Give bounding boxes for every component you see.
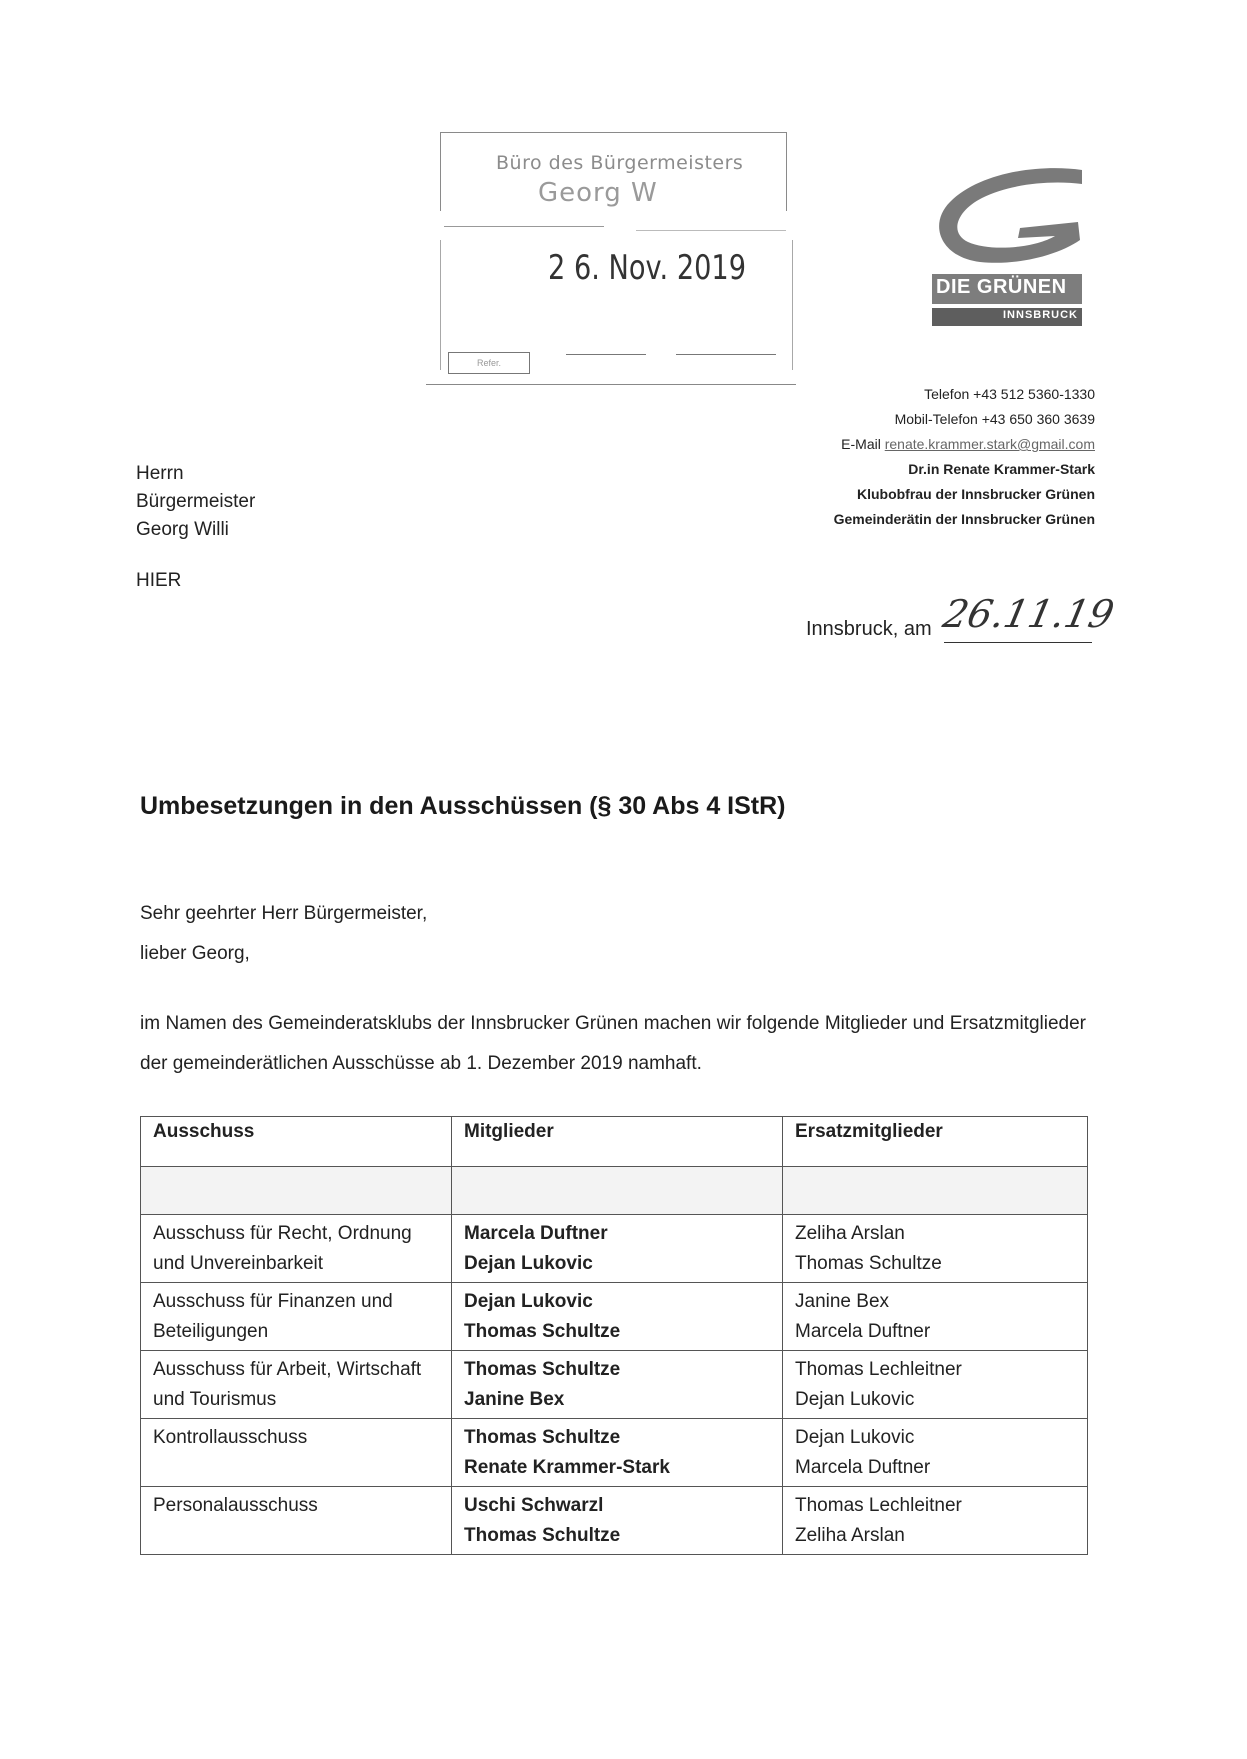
header-committee: Ausschuss — [141, 1117, 452, 1167]
sender-email-link[interactable]: renate.krammer.stark@gmail.com — [884, 436, 1095, 452]
substitute-name: Thomas Lechleitner — [795, 1359, 962, 1380]
sender-block — [834, 382, 1095, 532]
substitute-name: Marcela Duftner — [795, 1321, 931, 1342]
stamp-field-line — [676, 354, 776, 371]
member-name: Thomas Schultze — [464, 1525, 621, 1546]
members-cell — [452, 1215, 783, 1283]
substitute-name: Thomas Schultze — [795, 1253, 942, 1274]
header-substitutes: Ersatzmitglieder — [783, 1117, 1088, 1167]
stamp-office-line1: Büro des Bürgermeisters — [496, 152, 744, 174]
stamp-border-right — [792, 240, 793, 370]
substitute-name: Thomas Lechleitner — [795, 1495, 962, 1516]
member-name: Dejan Lukovic — [464, 1253, 593, 1274]
substitutes-cell — [783, 1487, 1088, 1555]
received-stamp — [426, 128, 796, 386]
stamp-received-date: 2 6. Nov. 2019 — [548, 248, 747, 288]
table-header-row — [141, 1117, 1088, 1167]
stamp-office-line2: Georg W — [538, 178, 658, 208]
table-row — [141, 1215, 1088, 1283]
stamp-border-left — [440, 240, 441, 370]
substitute-name: Marcela Duftner — [795, 1457, 931, 1478]
committee-name: Ausschuss für Finanzen und Beteiligungen — [141, 1283, 452, 1351]
committee-name: Personalausschuss — [141, 1487, 452, 1555]
substitutes-cell — [783, 1283, 1088, 1351]
substitutes-cell — [783, 1215, 1088, 1283]
recipient-name: Georg Willi — [136, 519, 229, 540]
members-cell — [452, 1283, 783, 1351]
sender-name: Dr.in Renate Krammer-Stark — [908, 461, 1095, 477]
substitute-name: Zeliha Arslan — [795, 1525, 905, 1546]
sender-role-1: Klubobfrau der Innsbrucker Grünen — [856, 486, 1095, 502]
recipient-salutation: Herrn — [136, 463, 184, 484]
member-name: Dejan Lukovic — [464, 1291, 593, 1312]
member-name: Thomas Schultze — [464, 1359, 621, 1380]
handwritten-date: 26.11.19 — [939, 592, 1118, 636]
committee-table — [140, 1116, 1088, 1555]
member-name: Marcela Duftner — [464, 1223, 608, 1244]
date-underline — [944, 642, 1092, 643]
stamp-label-box: Refer. — [448, 352, 530, 374]
salutation-line-2: lieber Georg, — [140, 943, 250, 964]
table-row — [141, 1283, 1088, 1351]
salutation-line-1: Sehr geehrter Herr Bürgermeister, — [140, 903, 428, 924]
member-name: Uschi Schwarzl — [464, 1495, 604, 1516]
logo-city: INNSBRUCK — [1003, 309, 1078, 321]
member-name: Thomas Schultze — [464, 1321, 621, 1342]
header-members: Mitglieder — [452, 1117, 783, 1167]
place-label: Innsbruck, am — [806, 618, 932, 640]
sender-phone: Telefon +43 512 5360-1330 — [924, 386, 1095, 402]
recipient-location: HIER — [136, 570, 182, 591]
stamp-divider — [636, 230, 786, 231]
substitute-name: Janine Bex — [795, 1291, 890, 1312]
table-row — [141, 1419, 1088, 1487]
committee-name: Ausschuss für Recht, Ordnung und Unvereinbarkeit — [141, 1215, 452, 1283]
stamp-bottom-border — [426, 384, 796, 385]
members-cell — [452, 1487, 783, 1555]
member-name: Thomas Schultze — [464, 1427, 621, 1448]
letter-body: im Namen des Gemeinderatsklubs der Innsbrucker Grünen machen wir folgende Mitglieder und Ersatzmitglieder der gemeinderätlichen Ausschüsse ab 1. Dezember 2019 namhaft. — [140, 1013, 1086, 1074]
g-swoosh-icon — [920, 162, 1090, 277]
sender-email-label: E-Mail — [841, 436, 881, 452]
stamp-divider — [444, 226, 604, 227]
committee-name: Kontrollausschuss — [141, 1419, 452, 1487]
substitutes-cell — [783, 1351, 1088, 1419]
table-row — [141, 1487, 1088, 1555]
table-row — [141, 1351, 1088, 1419]
table-empty-row — [141, 1167, 1088, 1215]
logo-name: DIE GRÜNEN — [936, 276, 1067, 298]
sender-email-line — [834, 432, 1095, 457]
recipient-title: Bürgermeister — [136, 491, 256, 512]
substitute-name: Zeliha Arslan — [795, 1223, 905, 1244]
sender-role-2: Gemeinderätin der Innsbrucker Grünen — [833, 511, 1095, 527]
stamp-field-line — [566, 354, 646, 371]
member-name: Janine Bex — [464, 1389, 565, 1410]
members-cell — [452, 1419, 783, 1487]
members-cell — [452, 1351, 783, 1419]
substitute-name: Dejan Lukovic — [795, 1389, 915, 1410]
member-name: Renate Krammer-Stark — [464, 1457, 670, 1478]
sender-mobile: Mobil-Telefon +43 650 360 3639 — [894, 411, 1095, 427]
letter-subject: Umbesetzungen in den Ausschüssen (§ 30 Abs 4 IStR) — [140, 792, 786, 820]
recipient-address — [136, 460, 255, 544]
committee-name: Ausschuss für Arbeit, Wirtschaft und Tourismus — [141, 1351, 452, 1419]
die-gruenen-logo — [920, 162, 1090, 337]
letter-salutation — [140, 894, 427, 974]
substitute-name: Dejan Lukovic — [795, 1427, 915, 1448]
substitutes-cell — [783, 1419, 1088, 1487]
